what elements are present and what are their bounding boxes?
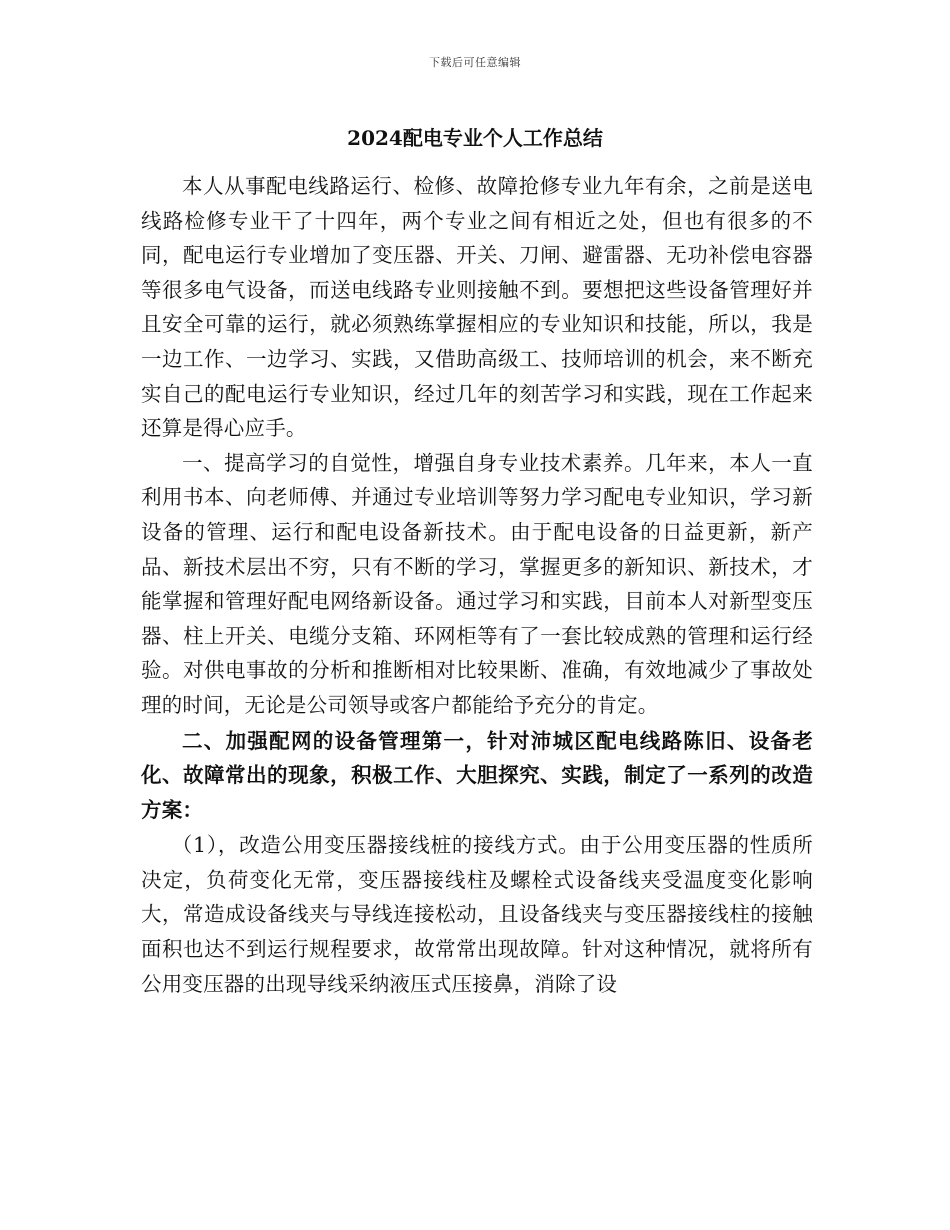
paragraph-section-one: 一、提高学习的自觉性，增强自身专业技术素养。几年来，本人一直利用书本、向老师傅、并通过专业培训等努力学习配电专业知识，学习新设备的管理、运行和配电设备新技术。由于配电设备的日益更新，新产品、新技术层出不穷，只有不断的学习，掌握更多的新知识、新技术，才能掌握和管理好配电网络新设备。通过学习和实践，目前本人对新型变压器、柱上开关、电缆分支箱、环网柜等有了一套比较成熟的管理和运行经验。对供电事故的分析和推断相对比较果断、准确，有效地减少了事故处理的时间，无论是公司领导或客户都能给予充分的肯定。 [141,450,813,717]
paragraph-intro: 本人从事配电线路运行、检修、故障抢修专业九年有余，之前是送电线路检修专业干了十四年，两个专业之间有相近之处，但也有很多的不同，配电运行专业增加了变压器、开关、刀闸、避雷器、无功补偿电容器等很多电气设备，而送电线路专业则接触不到。要想把这些设备管理好并且安全可靠的运行，就必须熟练掌握相应的专业知识和技能，所以，我是一边工作、一边学习、实践，又借助高级工、技师培训的机会，来不断充实自己的配电运行专业知识，经过几年的刻苦学习和实践，现在工作起来还算是得心应手。 [141,174,813,441]
section-two-heading: 二、加强配网的设备管理第一，针对沛城区配电线路陈旧、设备老化、故障常出的现象，积极工作、大胆探究、实践，制定了一系列的改造方案： [141,728,813,822]
document-title: 2024配电专业个人工作总结 [347,126,603,150]
paragraph-item-one: （1），改造公用变压器接线桩的接线方式。由于公用变压器的性质所决定，负荷变化无常，变压器接线柱及螺栓式设备线夹受温度变化影响大，常造成设备线夹与导线连接松动，且设备线夹与变压器接线柱的接触面积也达不到运行规程要求，故常常出现故障。针对这种情况，就将所有公用变压器的出现导线采纳液压式压接鼻，消除了设 [141,833,813,996]
document-body [141,169,813,1001]
page-header-note: 下载后可任意编辑 [429,56,521,69]
